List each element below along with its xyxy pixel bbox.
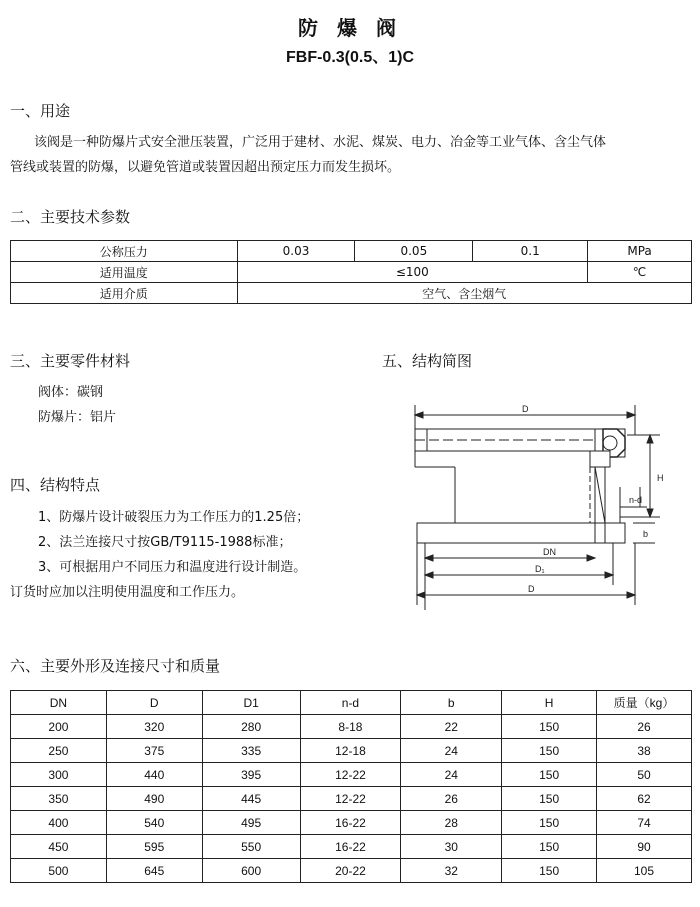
param-value: 空气、含尘烟气 (237, 283, 691, 304)
table-row (11, 763, 692, 787)
table-cell: 440 (106, 763, 202, 787)
table-cell: 200 (11, 715, 107, 739)
table-cell: 150 (502, 859, 597, 883)
table-cell: 395 (202, 763, 300, 787)
page-title: 防 爆 阀 (298, 16, 402, 40)
table-cell: 62 (597, 787, 692, 811)
column-header: n-d (300, 691, 401, 715)
section-features-heading: 四、结构特点 (10, 476, 101, 494)
table-cell: 150 (502, 739, 597, 763)
column-header: b (401, 691, 502, 715)
column-header: D (106, 691, 202, 715)
table-cell: 16-22 (300, 835, 401, 859)
table-cell: 320 (106, 715, 202, 739)
structure-diagram (395, 395, 690, 620)
model-number: FBF-0.3(0.5、1)C (285, 49, 415, 66)
feature-item: 1、防爆片设计破裂压力为工作压力的1.25倍； (38, 510, 310, 525)
dimensions-table (10, 690, 692, 883)
table-cell: 540 (106, 811, 202, 835)
dim-label-H: H (657, 473, 664, 483)
dim-label-b: b (643, 529, 649, 539)
table-row (11, 739, 692, 763)
table-row (11, 859, 692, 883)
table-cell: 22 (401, 715, 502, 739)
table-cell: 38 (597, 739, 692, 763)
param-label: 公称压力 (11, 241, 238, 262)
table-cell: 74 (597, 811, 692, 835)
table-cell: 8-18 (300, 715, 401, 739)
table-cell: 12-22 (300, 787, 401, 811)
table-cell: 375 (106, 739, 202, 763)
table-cell: 490 (106, 787, 202, 811)
section-diagram-heading: 五、结构简图 (382, 352, 473, 370)
feature-item: 3、可根据用户不同压力和温度进行设计制造。 (38, 560, 307, 575)
section-params-heading: 二、主要技术参数 (10, 208, 131, 226)
dim-label-D1: D₁ (535, 564, 545, 574)
param-unit: MPa (588, 241, 692, 262)
table-row (11, 283, 692, 304)
table-cell: 400 (11, 811, 107, 835)
table-row (11, 811, 692, 835)
table-row (11, 241, 692, 262)
param-unit: ℃ (588, 262, 692, 283)
param-value: 0.05 (355, 241, 473, 262)
table-cell: 150 (502, 763, 597, 787)
table-cell: 50 (597, 763, 692, 787)
table-cell: 250 (11, 739, 107, 763)
table-cell: 600 (202, 859, 300, 883)
dim-label-DN: DN (543, 547, 556, 557)
table-cell: 150 (502, 811, 597, 835)
table-cell: 26 (597, 715, 692, 739)
table-cell: 500 (11, 859, 107, 883)
table-cell: 300 (11, 763, 107, 787)
material-item: 防爆片：铝片 (38, 410, 117, 425)
column-header: DN (11, 691, 107, 715)
tech-params-table (10, 240, 692, 304)
table-cell: 595 (106, 835, 202, 859)
table-row (11, 262, 692, 283)
table-cell: 150 (502, 787, 597, 811)
table-cell: 150 (502, 715, 597, 739)
table-cell: 445 (202, 787, 300, 811)
table-cell: 32 (401, 859, 502, 883)
table-cell: 12-22 (300, 763, 401, 787)
param-label: 适用介质 (11, 283, 238, 304)
table-row (11, 787, 692, 811)
table-cell: 150 (502, 835, 597, 859)
table-cell: 280 (202, 715, 300, 739)
table-cell: 30 (401, 835, 502, 859)
param-value: 0.03 (237, 241, 355, 262)
dim-label-D-top: D (522, 404, 529, 414)
table-cell: 24 (401, 763, 502, 787)
table-row (11, 715, 692, 739)
table-cell: 90 (597, 835, 692, 859)
table-cell: 12-18 (300, 739, 401, 763)
column-header: D1 (202, 691, 300, 715)
table-cell: 26 (401, 787, 502, 811)
table-cell: 16-22 (300, 811, 401, 835)
table-cell: 24 (401, 739, 502, 763)
usage-text-line1: 该阀是一种防爆片式安全泄压装置，广泛用于建材、水泥、煤炭、电力、冶金等工业气体、含尘气体 (34, 135, 607, 150)
table-cell: 550 (202, 835, 300, 859)
table-cell: 335 (202, 739, 300, 763)
table-cell: 495 (202, 811, 300, 835)
dim-label-D-bottom: D (528, 584, 535, 594)
table-cell: 20-22 (300, 859, 401, 883)
param-value: 0.1 (473, 241, 588, 262)
section-usage-heading: 一、用途 (10, 102, 71, 120)
feature-item: 2、法兰连接尺寸按GB/T9115-1988标准； (38, 535, 292, 550)
table-header-row (11, 691, 692, 715)
dim-label-nd: n-d (629, 495, 643, 505)
order-note: 订货时应加以注明使用温度和工作压力。 (10, 585, 245, 600)
table-row (11, 835, 692, 859)
table-cell: 450 (11, 835, 107, 859)
column-header: 质量（kg） (597, 691, 692, 715)
table-cell: 645 (106, 859, 202, 883)
table-cell: 105 (597, 859, 692, 883)
param-value: ≤100 (237, 262, 587, 283)
param-label: 适用温度 (11, 262, 238, 283)
section-dimensions-heading: 六、主要外形及连接尺寸和质量 (10, 657, 221, 675)
usage-text-line2: 管线或装置的防爆，以避免管道或装置因超出预定压力而发生损坏。 (10, 160, 401, 175)
column-header: H (502, 691, 597, 715)
table-cell: 28 (401, 811, 502, 835)
table-cell: 350 (11, 787, 107, 811)
section-materials-heading: 三、主要零件材料 (10, 352, 131, 370)
material-item: 阀体：碳钢 (38, 385, 104, 400)
